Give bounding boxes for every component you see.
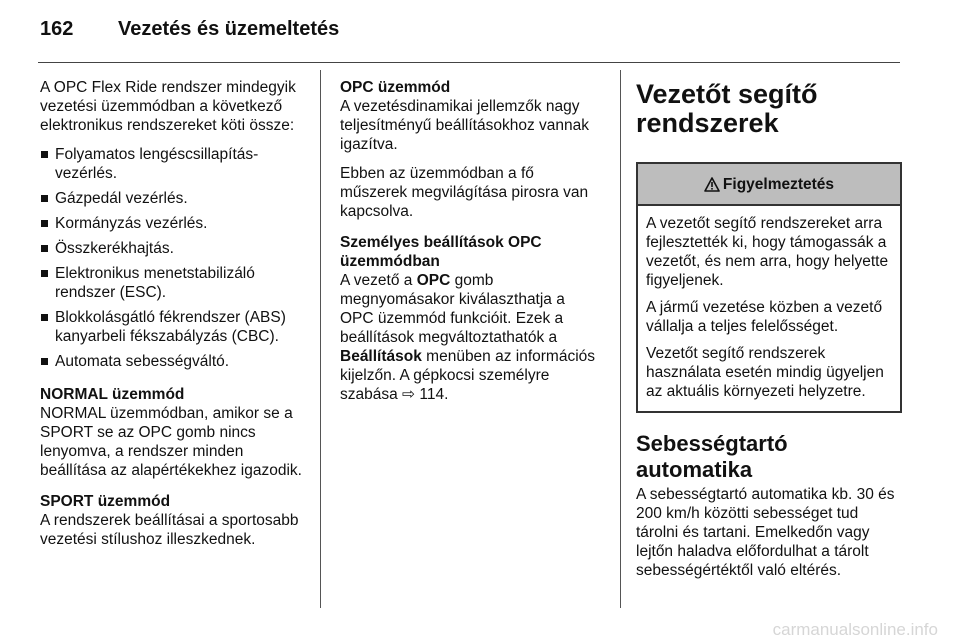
opc-button-name: OPC (416, 272, 451, 289)
normal-mode-section (40, 385, 308, 480)
section-title: Vezetőt segítő rendszerek (636, 79, 818, 138)
list-item: Automata sebességváltó. (40, 352, 308, 371)
sport-mode-heading: SPORT üzemmód (40, 493, 171, 510)
personal-settings-text: A vezető a OPC gomb megnyomásakor kiválaszthatja a OPC üzemmód funkcióit. Ezek a beállítások megváltoztathatók a Beállítások menüben az információs kijelzőn. A gépkocsi személyre szabása ⇨ 114. (340, 272, 596, 403)
normal-mode-heading: NORMAL üzemmód (40, 386, 185, 403)
warning-body (638, 206, 900, 411)
square-bullet-icon (41, 195, 48, 202)
normal-mode-text: NORMAL üzemmódban, amikor se a SPORT se az OPC gomb nincs lenyomva, a rendszer minden beállítása az alapértékekhez igazodik. (40, 405, 302, 479)
sport-mode-section (40, 492, 308, 549)
opc-mode-section (340, 78, 602, 221)
warning-label: Figyelmeztetés (722, 175, 835, 193)
list-item: Összkerékhajtás. (40, 239, 308, 258)
cruise-control-heading: Sebességtartó automatika (636, 431, 788, 482)
opc-mode-text-2: Ebben az üzemmódban a fő műszerek megvilágítása pirosra van kapcsolva. (340, 165, 589, 220)
settings-menu-name: Beállítások (340, 348, 422, 365)
cruise-control-text: A sebességtartó automatika kb. 30 és 200 km/h közötti sebességet tud tárolni és tartani. Emelkedőn vagy lejtőn haladva előfordulhat a tárolt sebességértéktől való eltérés. (636, 486, 895, 579)
square-bullet-icon (41, 270, 48, 277)
page-header (40, 18, 339, 48)
systems-list (40, 145, 308, 371)
list-item: Kormányzás vezérlés. (40, 214, 308, 233)
column-left (40, 78, 308, 561)
warning-paragraph: Vezetőt segítő rendszerek használata esetén mindig ügyeljen az aktuális környezeti helyzetre. (646, 345, 884, 400)
column-divider (620, 70, 621, 608)
column-divider (320, 70, 321, 608)
page-title: Vezetés és üzemeltetés (118, 18, 340, 40)
column-right (636, 78, 902, 590)
list-item: Elektronikus menetstabilizáló rendszer (ESC). (40, 264, 308, 302)
square-bullet-icon (41, 314, 48, 321)
list-item: Blokkolásgátló fékrendszer (ABS) kanyarbeli fékszabályzás (CBC). (40, 308, 308, 346)
warning-header (638, 164, 900, 206)
opc-mode-text: A vezetésdinamikai jellemzők nagy teljesítményű beállításokhoz vannak igazítva. (340, 98, 590, 153)
warning-triangle-icon (704, 177, 720, 192)
square-bullet-icon (41, 220, 48, 227)
sport-mode-text: A rendszerek beállításai a sportosabb vezetési stílushoz illeszkednek. (40, 512, 299, 548)
header-rule (38, 62, 900, 63)
warning-paragraph: A jármű vezetése közben a vezető vállalja a teljes felelősséget. (646, 299, 883, 335)
page-reference[interactable]: 114. (415, 386, 449, 403)
warning-paragraph: A vezetőt segítő rendszereket arra fejlesztették ki, hogy támogassák a vezetőt, és nem arra, hogy helyette figyeljenek. (646, 215, 889, 289)
warning-box (636, 162, 902, 413)
opc-mode-heading: OPC üzemmód (340, 79, 451, 96)
square-bullet-icon (41, 245, 48, 252)
page-reference-arrow-icon: ⇨ (402, 386, 416, 403)
personal-settings-heading: Személyes beállítások OPC üzemmódban (340, 234, 542, 270)
square-bullet-icon (41, 151, 48, 158)
list-item: Gázpedál vezérlés. (40, 189, 308, 208)
watermark: carmanualsonline.info (772, 620, 938, 639)
column-middle (340, 78, 602, 416)
personal-settings-section (340, 233, 602, 404)
square-bullet-icon (41, 358, 48, 365)
list-item: Folyamatos lengéscsillapítás-vezérlés. (40, 145, 308, 183)
intro-paragraph: A OPC Flex Ride rendszer mindegyik vezetési üzemmódban a következő elektronikus rendszereket köti össze: (40, 79, 296, 134)
page-number: 162 (40, 18, 74, 40)
